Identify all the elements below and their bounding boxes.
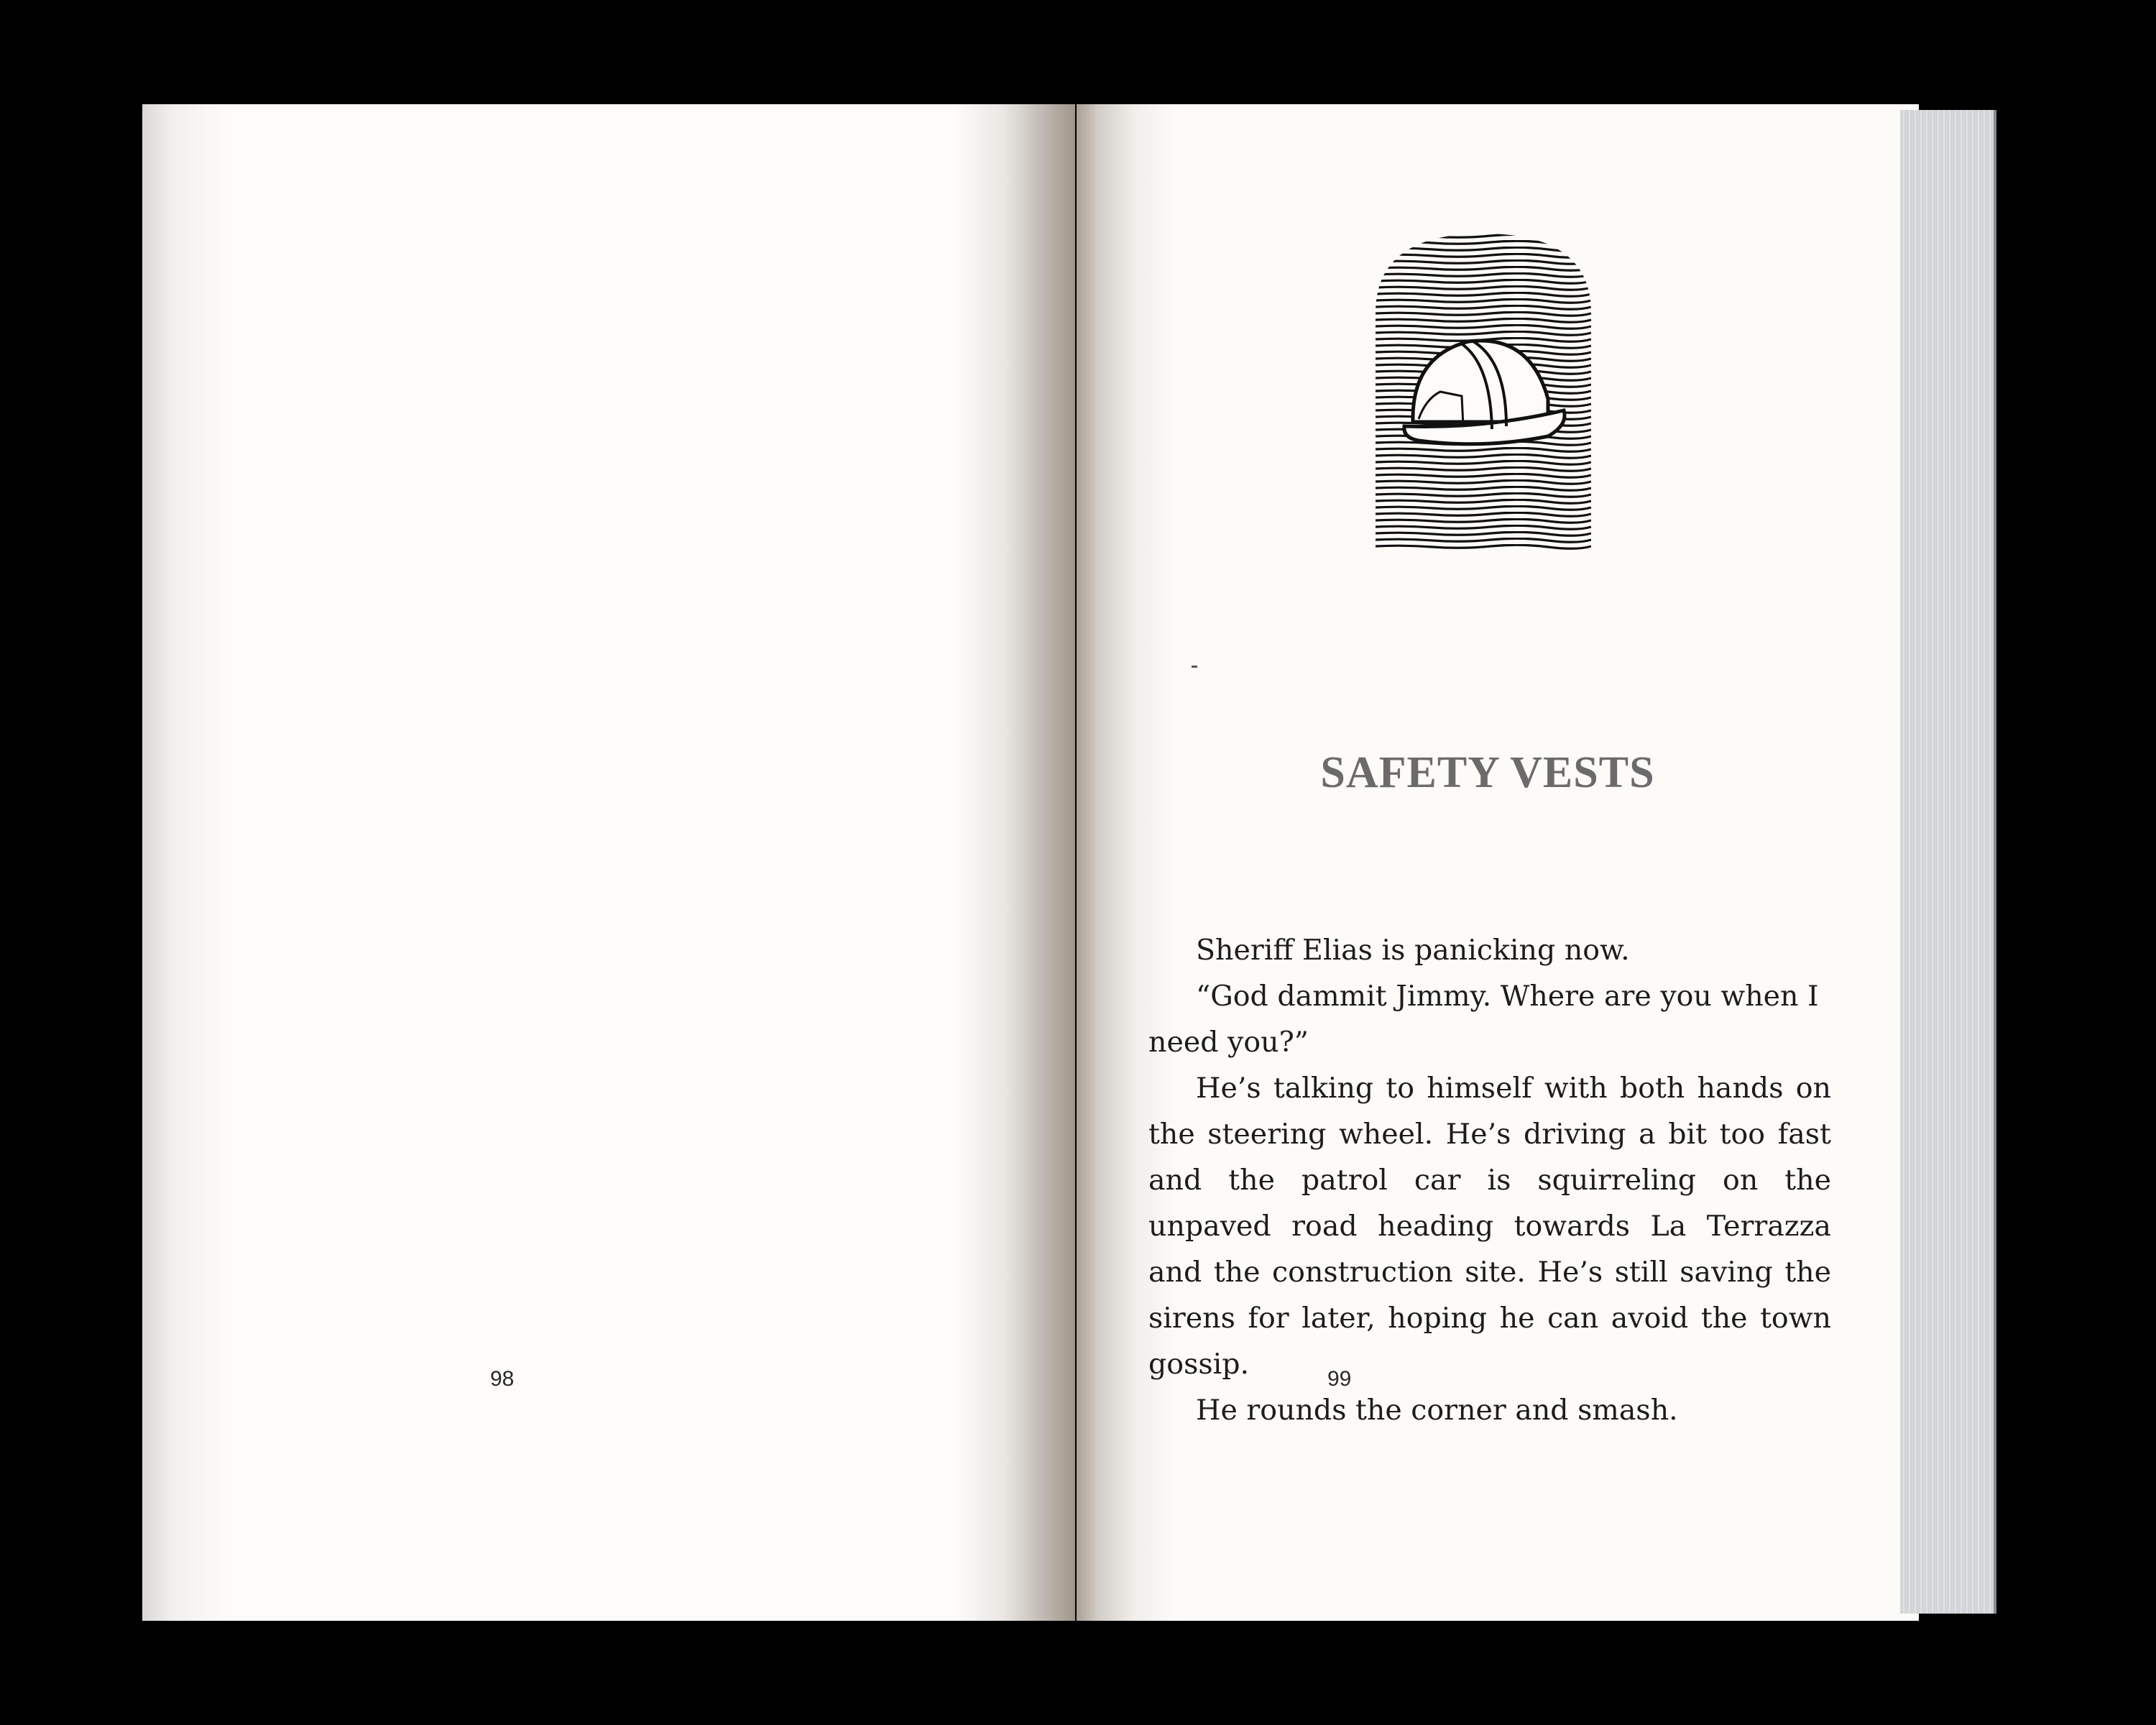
justified-line bbox=[1148, 1249, 1831, 1295]
left-page bbox=[142, 104, 1075, 1621]
word: on bbox=[1723, 1164, 1759, 1197]
word: to bbox=[1386, 1072, 1415, 1105]
word: squirreling bbox=[1537, 1164, 1697, 1197]
justified-line bbox=[1148, 1203, 1831, 1249]
word: himself bbox=[1427, 1072, 1532, 1105]
justified-line bbox=[1148, 1157, 1831, 1203]
word: steering bbox=[1207, 1118, 1327, 1151]
word: talking bbox=[1273, 1072, 1374, 1105]
word: fast bbox=[1777, 1118, 1831, 1151]
justified-line bbox=[1148, 1065, 1831, 1111]
word: the bbox=[1228, 1164, 1275, 1197]
word: bit bbox=[1668, 1118, 1708, 1151]
hard-hat-icon bbox=[1376, 234, 1591, 550]
word: later, bbox=[1302, 1302, 1376, 1335]
word: with bbox=[1544, 1072, 1608, 1105]
word: he bbox=[1499, 1302, 1535, 1335]
word: hands bbox=[1697, 1072, 1784, 1105]
text-line: Sheriff Elias is panicking now. bbox=[1196, 934, 1630, 967]
word: towards bbox=[1514, 1210, 1631, 1243]
word: both bbox=[1619, 1072, 1685, 1105]
print-speck bbox=[1192, 666, 1197, 668]
word: patrol bbox=[1301, 1164, 1388, 1197]
word: site. bbox=[1465, 1256, 1526, 1289]
word: sirens bbox=[1148, 1302, 1235, 1335]
page-edges bbox=[1900, 110, 1996, 1614]
word: can bbox=[1547, 1302, 1599, 1335]
word: the bbox=[1148, 1118, 1195, 1151]
text-line: gossip. bbox=[1148, 1348, 1250, 1381]
text-line: need you?” bbox=[1148, 1026, 1309, 1059]
word: road bbox=[1291, 1210, 1358, 1243]
word: hoping bbox=[1388, 1302, 1488, 1335]
word: and bbox=[1148, 1256, 1202, 1289]
word: wheel. bbox=[1339, 1118, 1434, 1151]
chapter-title: SAFETY VESTS bbox=[1320, 748, 1655, 797]
text-line: He rounds the corner and smash. bbox=[1196, 1394, 1678, 1427]
right-page-number: 99 bbox=[1327, 1367, 1352, 1391]
word: Terrazza bbox=[1706, 1210, 1831, 1243]
justified-line bbox=[1148, 1111, 1831, 1157]
word: a bbox=[1639, 1118, 1656, 1151]
word: the bbox=[1784, 1164, 1831, 1197]
word: saving bbox=[1680, 1256, 1773, 1289]
chapter-body bbox=[1148, 927, 1831, 1433]
left-page-number: 98 bbox=[490, 1367, 515, 1391]
word: and bbox=[1148, 1164, 1202, 1197]
word: the bbox=[1213, 1256, 1261, 1289]
word: for bbox=[1248, 1302, 1289, 1335]
justified-line bbox=[1148, 1295, 1831, 1341]
word: car bbox=[1414, 1164, 1461, 1197]
word: unpaved bbox=[1148, 1210, 1271, 1243]
word: construction bbox=[1272, 1256, 1453, 1289]
word: driving bbox=[1524, 1118, 1626, 1151]
word: avoid bbox=[1611, 1302, 1689, 1335]
word: the bbox=[1700, 1302, 1748, 1335]
word: town bbox=[1760, 1302, 1831, 1335]
word: is bbox=[1487, 1164, 1511, 1197]
word: still bbox=[1614, 1256, 1668, 1289]
word: He’s bbox=[1196, 1072, 1261, 1105]
word: He’s bbox=[1445, 1118, 1511, 1151]
word: too bbox=[1719, 1118, 1766, 1151]
word: He’s bbox=[1537, 1256, 1603, 1289]
word: the bbox=[1784, 1256, 1831, 1289]
word: on bbox=[1795, 1072, 1831, 1105]
word: La bbox=[1650, 1210, 1687, 1243]
word: heading bbox=[1378, 1210, 1494, 1243]
text-line: “God dammit Jimmy. Where are you when I bbox=[1196, 980, 1819, 1013]
